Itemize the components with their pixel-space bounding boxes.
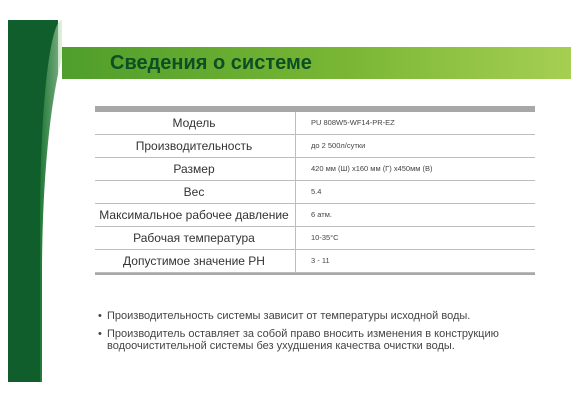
table-row <box>95 158 535 181</box>
spec-value: PU 808W5-WF14-PR-EZ <box>295 112 535 134</box>
table-row <box>95 112 535 135</box>
spec-label: Вес <box>183 185 205 199</box>
bullet-mark: • <box>98 328 102 340</box>
table-row <box>95 227 535 250</box>
spec-value: 6 атм. <box>295 204 535 226</box>
spec-label: Допустимое значение PH <box>123 254 265 268</box>
note-text: Производитель оставляет за собой право вносить изменения в конструкцию водоочистительной системы без ухудшения качества очистки воды. <box>107 328 499 352</box>
note-text: Производительность системы зависит от температуры исходной воды. <box>107 310 471 322</box>
note-item <box>98 310 538 322</box>
specs-table <box>95 106 535 275</box>
spec-value: 420 мм (Ш) x160 мм (Г) x450мм (В) <box>295 158 535 180</box>
table-row <box>95 135 535 158</box>
spec-label: Размер <box>173 162 215 176</box>
table-bottom-rule <box>95 273 535 275</box>
spec-label: Рабочая температура <box>133 231 255 245</box>
table-row <box>95 250 535 273</box>
spec-value: 10-35°C <box>295 227 535 249</box>
table-row <box>95 204 535 227</box>
spec-value: до 2 500л/сутки <box>295 135 535 157</box>
spec-label: Модель <box>172 116 216 130</box>
spec-value: 5.4 <box>295 181 535 203</box>
spec-value: 3 - 11 <box>295 250 535 272</box>
note-item <box>98 328 538 352</box>
notes-list <box>98 310 538 358</box>
table-row <box>95 181 535 204</box>
bullet-mark: • <box>98 310 102 322</box>
spec-label: Производительность <box>135 139 253 153</box>
page-title: Сведения о системе <box>110 52 312 74</box>
spec-label: Максимальное рабочее давление <box>99 208 289 222</box>
